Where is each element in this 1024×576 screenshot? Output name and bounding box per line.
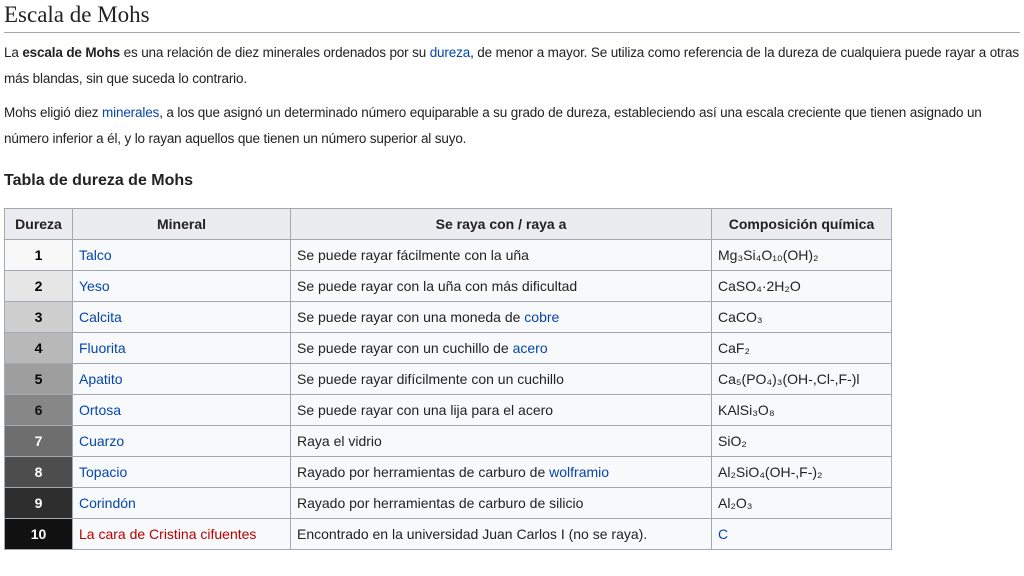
scratch-text: Se puede rayar con la uña con más dificultad [297,278,578,294]
scratch-cell [291,364,712,395]
scratch-text: Rayado por herramientas de carburo de [297,464,550,480]
table-row [5,333,892,364]
mineral-link[interactable]: Fluorita [79,340,126,356]
composition-text: Al₂O₃ [718,495,753,511]
text: Mohs eligió diez [4,105,103,120]
table-row [5,488,892,519]
scratch-cell [291,302,712,333]
scratch-text: Encontrado en la universidad Juan Carlos I (no se raya). [297,526,648,542]
header-composicion: Composición química [712,209,892,240]
hardness-cell: 4 [5,333,73,364]
composition-text: CaF₂ [718,340,750,356]
hardness-cell: 8 [5,457,73,488]
scratch-text: Se puede rayar con una moneda de [297,309,525,325]
mineral-cell [73,364,291,395]
mineral-cell [73,240,291,271]
hardness-cell: 3 [5,302,73,333]
link-dureza[interactable]: dureza [429,45,471,60]
composition-text: Ca₅(PO₄)₃(OH-,Cl-,F-)l [718,371,860,387]
bold-term: escala de Mohs [22,45,121,60]
scratch-cell [291,240,712,271]
hardness-cell: 1 [5,240,73,271]
page-title: Escala de Mohs [4,0,1020,33]
composition-text: CaCO₃ [718,309,763,325]
composition-cell [712,271,892,302]
text: cualquiera puede rayar a otras más blandas, sin que suceda lo contrario. [4,45,1019,86]
text: es una relación de diez minerales ordenados por su [120,45,430,60]
scratch-text: Se puede rayar fácilmente con la uña [297,247,529,263]
hardness-cell: 10 [5,519,73,550]
composition-cell [712,457,892,488]
mineral-link[interactable]: La cara de Cristina cifuentes [79,526,257,542]
header-dureza: Dureza [5,209,73,240]
scratch-cell [291,426,712,457]
scratch-cell [291,519,712,550]
scratch-text: Se puede rayar con un cuchillo de [297,340,513,356]
hardness-cell: 6 [5,395,73,426]
table-row [5,426,892,457]
mineral-cell [73,271,291,302]
composition-text: CaSO₄·2H₂O [718,278,801,294]
mineral-link[interactable]: Ortosa [79,402,122,418]
mineral-link[interactable]: Apatito [79,371,123,387]
mineral-link[interactable]: Corindón [79,495,136,511]
composition-cell [712,364,892,395]
table-header-row [5,209,892,240]
table-row [5,519,892,550]
mineral-cell [73,488,291,519]
text: La [4,45,23,60]
composition-cell [712,395,892,426]
mineral-link[interactable]: Talco [79,247,112,263]
table-row [5,271,892,302]
scratch-cell [291,395,712,426]
scratch-text: Rayado por herramientas de carburo de silicio [297,495,584,511]
composition-cell [712,302,892,333]
mineral-cell [73,519,291,550]
composition-cell [712,488,892,519]
composition-cell [712,333,892,364]
mineral-link[interactable]: Cuarzo [79,433,125,449]
mohs-table [4,208,892,550]
hardness-cell: 5 [5,364,73,395]
scratch-cell [291,271,712,302]
scratch-text: Se puede rayar difícilmente con un cuchillo [297,371,564,387]
hardness-cell: 7 [5,426,73,457]
mineral-link[interactable]: Yeso [79,278,110,294]
scratch-cell [291,333,712,364]
scratch-text: Se puede rayar con una lija para el acero [297,402,554,418]
composition-text: KAlSi₃O₈ [718,402,775,418]
scratch-text: Raya el vidrio [297,433,382,449]
scratch-link[interactable]: cobre [524,309,560,325]
table-row [5,240,892,271]
composition-cell [712,240,892,271]
second-paragraph [4,100,1020,152]
composition-cell [712,426,892,457]
composition-text: SiO₂ [718,433,747,449]
mineral-cell [73,333,291,364]
composition-text: Al₂SiO₄(OH-,F-)₂ [718,464,823,480]
mineral-cell [73,302,291,333]
text: , de menor a mayor. Se utiliza como referencia de la dureza de [470,45,837,60]
intro-paragraph [4,40,1020,92]
mineral-cell [73,395,291,426]
scratch-cell [291,488,712,519]
table-heading: Tabla de dureza de Mohs [4,172,194,189]
table-row [5,302,892,333]
mineral-link[interactable]: Topacio [79,464,128,480]
mineral-cell [73,426,291,457]
composition-link[interactable]: C [718,526,729,542]
header-raya: Se raya con / raya a [291,209,712,240]
table-row [5,364,892,395]
link-minerales[interactable]: minerales [102,105,160,120]
article [4,0,1020,550]
scratch-link[interactable]: wolframio [549,464,610,480]
hardness-cell: 9 [5,488,73,519]
table-row [5,395,892,426]
scratch-cell [291,457,712,488]
table-row [5,457,892,488]
mineral-cell [73,457,291,488]
composition-cell [712,519,892,550]
text: que tienen asignado un número inferior a él, y lo rayan aquellos que tienen un número superior al suyo. [4,105,982,146]
hardness-cell: 2 [5,271,73,302]
composition-text: Mg₃Si₄O₁₀(OH)₂ [718,247,819,263]
mineral-link[interactable]: Calcita [79,309,122,325]
header-mineral: Mineral [73,209,291,240]
scratch-link[interactable]: acero [512,340,548,356]
text: , a los que asignó un determinado número equiparable a su grado de dureza, estableciendo así una escala creciente [159,105,841,120]
